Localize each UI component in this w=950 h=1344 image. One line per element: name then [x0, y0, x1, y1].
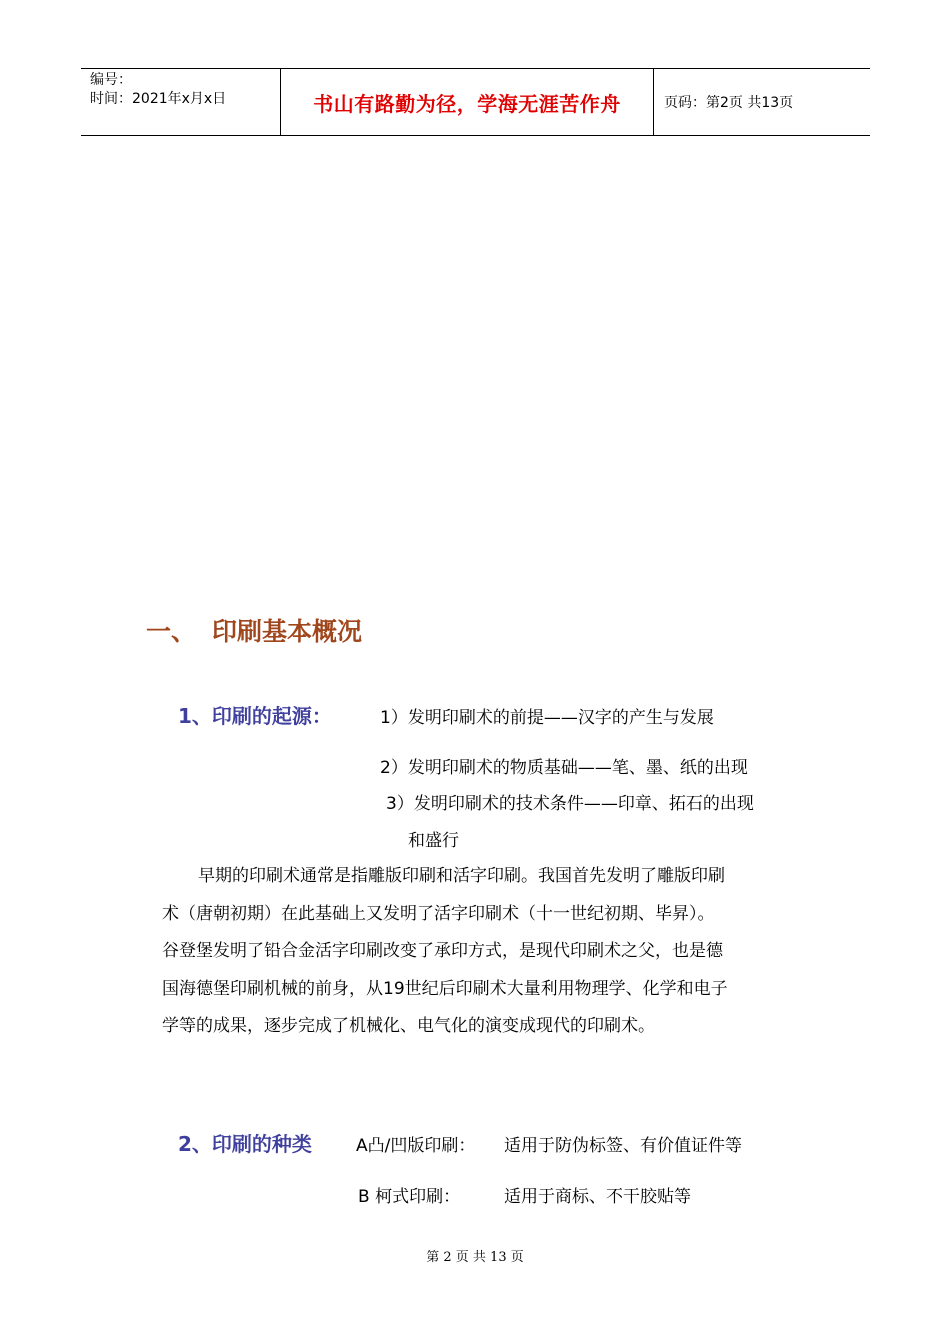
paragraph-line: 谷登堡发明了铅合金活字印刷改变了承印方式，是现代印刷术之父，也是德 [162, 941, 723, 961]
section-title: 印刷基本概况 [212, 617, 363, 646]
origin-item-2: 2）发明印刷术的物质基础——笔、墨、纸的出现 [380, 758, 748, 778]
paragraph-line: 国海德堡印刷机械的前身，从19世纪后印刷术大量利用物理学、化学和电子 [162, 978, 728, 999]
paragraph-line: 学等的成果，逐步完成了机械化、电气化的演变成现代的印刷术。 [162, 1016, 655, 1036]
number-label: 编号： [90, 72, 132, 88]
section-number: 一、 [146, 617, 197, 646]
history-paragraph [162, 858, 812, 1046]
type-a-desc: 适用于防伪标签、有价值证件等 [504, 1136, 742, 1156]
origin-heading: 1、印刷的起源： [178, 704, 332, 728]
section-heading [146, 612, 362, 648]
type-b-label: B 柯式印刷： [358, 1187, 461, 1207]
type-b-desc: 适用于商标、不干胶贴等 [504, 1187, 691, 1207]
origin-item-1: 1）发明印刷术的前提——汉字的产生与发展 [380, 708, 714, 728]
time-label: 时间：2021年x月x日 [90, 91, 227, 107]
paragraph-line: 术（唐朝初期）在此基础上又发明了活字印刷术（十一世纪初期、毕昇）。 [162, 903, 715, 924]
origin-item-3-cont: 和盛行 [408, 831, 459, 851]
header-page-info: 页码：第2页 共13页 [664, 95, 794, 111]
paragraph-line: 早期的印刷术通常是指雕版印刷和活字印刷。我国首先发明了雕版印刷 [198, 866, 725, 886]
page-footer: 第 2 页 共 13 页 [426, 1250, 524, 1265]
types-heading: 2、印刷的种类 [178, 1132, 312, 1156]
header-meta [81, 69, 281, 135]
header-motto: 书山有路勤为径，学海无涯苦作舟 [281, 69, 654, 135]
page-header [81, 68, 870, 136]
type-a-label: A凸/凹版印刷： [356, 1136, 476, 1156]
origin-item-3: 3）发明印刷术的技术条件——印章、拓石的出现 [386, 794, 754, 814]
